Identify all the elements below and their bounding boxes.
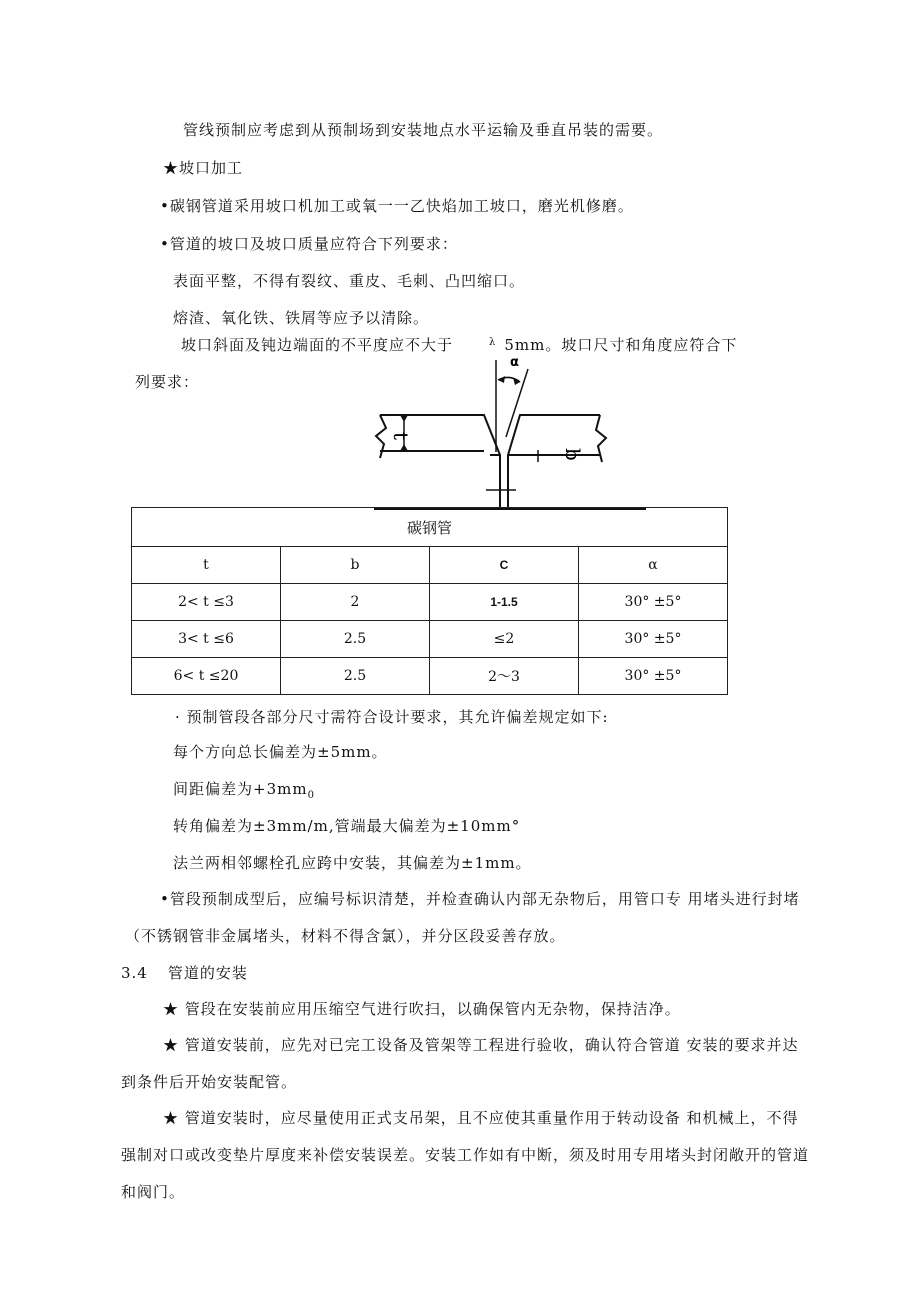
t-arrow-top [400,415,408,422]
right-pipe-wall [508,415,600,509]
cell-alpha: 30° ±5° [579,658,728,695]
alpha-arrow-left [498,376,505,383]
alpha-label: α [510,355,519,370]
section-title: 管道的安装 [167,964,248,982]
cell-c: 2〜3 [430,658,579,695]
intro-line: 管线预制应考虑到从预制场到安装地点水平运输及垂直吊装的需要。 [183,121,664,139]
t-arrow-bottom [400,444,408,451]
cell-c: ≤2 [430,621,579,658]
cell-alpha: 30° ±5° [579,621,728,658]
flatness-text-b: 5mm。坡口尺寸和角度应符合下 [504,336,738,354]
b-label: b [561,448,585,461]
cell-t: 2< t ≤3 [132,584,281,621]
prefab-angle-deviation: 转角偏差为±3mm/m,管端最大偏差为±10mm° [173,817,521,835]
spacing-subscript: 0 [307,790,315,801]
install-paragraph-3-line2: 强制对口或改变垫片厚度来补偿安装误差。安装工作如有中断，须及时用专用堵头封闭敞开的管道 [121,1146,810,1164]
install-paragraph-3-line1: ★ 管道安装时，应尽量使用正式支吊架，且不应使其重量作用于转动设备 和机械上，不得 [163,1109,799,1127]
bevel-heading: ★坡口加工 [163,159,244,177]
table-row [132,584,728,621]
install-paragraph-2-line1: ★ 管道安装前，应先对已完工设备及管架等工程进行验收，确认符合管道 安装的要求并达 [163,1036,799,1054]
prefab-sealing-line2: （不锈钢管非金属堵头，材料不得含氯），并分区段妥善存放。 [125,927,566,945]
prefab-flange-deviation: 法兰两相邻螺栓孔应跨中安装，其偏差为±1mm。 [173,854,532,872]
prefab-intro: · 预制管段各部分尺寸需符合设计要求，其允许偏差规定如下: [175,708,609,726]
table-row [132,621,728,658]
prefab-spacing-deviation [173,778,315,801]
cell-t: 3< t ≤6 [132,621,281,658]
left-pipe-wall [380,415,500,509]
install-paragraph-1: ★ 管段在安装前应用压缩空气进行吹扫，以确保管内无杂物，保持洁净。 [163,1000,681,1018]
bevel-spec-table [131,507,728,695]
cell-b: 2.5 [281,658,430,695]
cell-alpha: 30° ±5° [579,584,728,621]
requirement-cleaning: 熔渣、氧化铁、铁屑等应予以清除。 [173,309,430,327]
cell-t: 6< t ≤20 [132,658,281,695]
header-b: b [281,547,430,584]
table-row [132,658,728,695]
section-number: 3.4 [121,964,148,982]
install-paragraph-3-line3: 和阀门。 [121,1183,186,1201]
bevel-diagram [360,352,660,512]
prefab-sealing-line1: •管段预制成型后，应编号标识清楚，并检查确认内部无杂物后，用管口专 用堵头进行封堵 [160,890,800,908]
header-t: t [132,547,281,584]
table-header-row [132,547,728,584]
flatness-text-a: 坡口斜面及钝边端面的不平度应不大于 [181,336,454,354]
t-label: t [389,432,413,441]
cell-c: 1-1.5 [430,584,579,621]
prefab-length-deviation: 每个方向总长偏差为±5mm。 [173,743,388,761]
requirement-surface: 表面平整，不得有裂纹、重皮、毛刺、凸凹缩口。 [173,272,526,290]
bevel-method-bullet: •碳钢管道采用坡口机加工或氧一一乙快焰加工坡口，磨光机修磨。 [160,197,634,215]
bevel-quality-bullet: •管道的坡口及坡口质量应符合下列要求： [160,235,458,253]
flatness-mark: λ [489,337,497,348]
header-c: C [430,547,579,584]
table-title: 碳钢管 [132,508,728,547]
header-alpha: α [579,547,728,584]
spacing-text: 间距偏差为+3mm [173,780,308,798]
install-paragraph-2-line2: 到条件后开始安装配管。 [121,1073,298,1091]
cell-b: 2.5 [281,621,430,658]
requirement-continuation: 列要求： [135,373,200,391]
cell-b: 2 [281,584,430,621]
section-heading [121,962,248,983]
